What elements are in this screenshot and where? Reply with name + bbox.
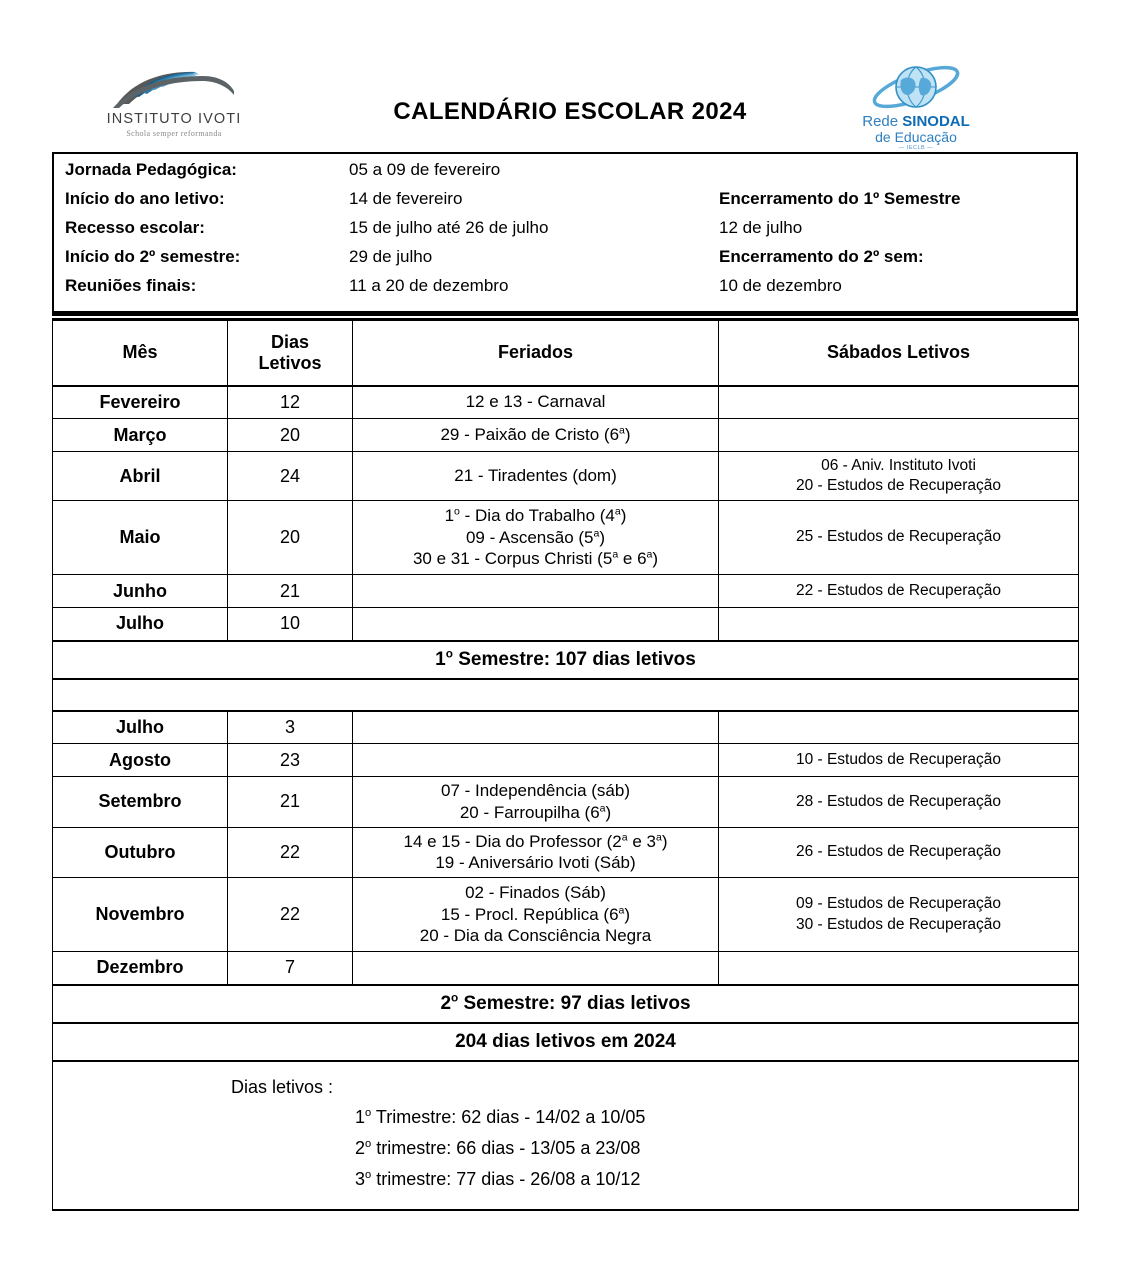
rede-sinodal-rule: — IECLB — xyxy=(898,145,934,152)
cell-month: Maio xyxy=(53,501,228,575)
column-header-dias-line1: Dias xyxy=(270,332,310,353)
cell-saturdays: 10 - Estudos de Recuperação xyxy=(719,744,1079,777)
cell-month: Julho xyxy=(53,711,228,744)
table-row xyxy=(53,952,1079,985)
cell-month: Setembro xyxy=(53,777,228,828)
cell-holidays: 12 e 13 - Carnaval xyxy=(353,386,719,419)
cell-school-days: 22 xyxy=(228,827,353,878)
cell-saturdays: 09 - Estudos de Recuperação 30 - Estudos de Recuperação xyxy=(719,878,1079,952)
cell-saturdays xyxy=(719,419,1079,452)
cell-school-days: 22 xyxy=(228,878,353,952)
rede-sinodal-subtitle: de Educação xyxy=(875,128,957,145)
cell-month: Outubro xyxy=(53,827,228,878)
cell-month: Julho xyxy=(53,608,228,641)
key-date-label: Jornada Pedagógica: xyxy=(65,160,237,179)
cell-holidays: 1$^o$ - Dia do Trabalho (4$^a$) 09 - Ascensão (5$^a$) 30 e 31 - Corpus Christi (5$^a$ e 6$^a$) xyxy=(353,501,719,575)
cell-saturdays xyxy=(719,608,1079,641)
column-header-sabados: Sábados Letivos xyxy=(719,320,1079,386)
table-body xyxy=(53,386,1079,1211)
cell-school-days: 20 xyxy=(228,501,353,575)
cell-month: Abril xyxy=(53,452,228,501)
table-row xyxy=(53,878,1079,952)
table-row xyxy=(53,452,1079,501)
cell-month: Março xyxy=(53,419,228,452)
cell-holidays xyxy=(353,711,719,744)
key-date-row xyxy=(54,276,1076,305)
cell-school-days: 24 xyxy=(228,452,353,501)
table-row xyxy=(53,1023,1079,1061)
table-row xyxy=(53,641,1079,679)
semester1-total: 1$^o$ Semestre: 107 dias letivos xyxy=(53,641,1079,679)
cell-holidays: 21 - Tiradentes (dom) xyxy=(353,452,719,501)
cell-school-days: 21 xyxy=(228,777,353,828)
document-header xyxy=(0,0,1140,152)
table-header-row xyxy=(53,320,1079,386)
key-date-label-secondary: Encerramento do 1º Semestre xyxy=(719,189,961,208)
cell-holidays xyxy=(353,575,719,608)
cell-month: Novembro xyxy=(53,878,228,952)
notes-item: 2$^o$ trimestre: 66 dias - 13/05 a 23/08 xyxy=(355,1138,641,1159)
year-total: 204 dias letivos em 2024 xyxy=(53,1023,1079,1061)
key-date-value-secondary: 12 de julho xyxy=(719,218,803,237)
cell-school-days: 3 xyxy=(228,711,353,744)
table-row xyxy=(53,777,1079,828)
cell-school-days: 7 xyxy=(228,952,353,985)
page-title: CALENDÁRIO ESCOLAR 2024 xyxy=(393,98,747,125)
key-dates-panel xyxy=(52,152,1078,316)
cell-month: Dezembro xyxy=(53,952,228,985)
rede-sinodal-title-bold: SINODAL xyxy=(902,113,970,130)
cell-month: Fevereiro xyxy=(53,386,228,419)
key-date-label: Início do ano letivo: xyxy=(65,189,225,208)
cell-school-days: 23 xyxy=(228,744,353,777)
table-row xyxy=(53,386,1079,419)
spacer-row xyxy=(53,679,1079,711)
notes-item: 3$^o$ trimestre: 77 dias - 26/08 a 10/12 xyxy=(355,1169,641,1190)
cell-holidays: 14 e 15 - Dia do Professor (2$^a$ e 3$^a$) 19 - Aniversário Ivoti (Sáb) xyxy=(353,827,719,878)
table-row xyxy=(53,419,1079,452)
table-row xyxy=(53,501,1079,575)
cell-saturdays: 06 - Aniv. Instituto Ivoti 20 - Estudos de Recuperação xyxy=(719,452,1079,501)
cell-saturdays: 28 - Estudos de Recuperação xyxy=(719,777,1079,828)
table-row xyxy=(53,711,1079,744)
key-date-label: Recesso escolar: xyxy=(65,218,205,237)
cell-month: Agosto xyxy=(53,744,228,777)
rede-sinodal-logo xyxy=(851,62,981,152)
cell-school-days: 20 xyxy=(228,419,353,452)
notes-heading: Dias letivos : xyxy=(231,1076,334,1097)
cell-saturdays: 22 - Estudos de Recuperação xyxy=(719,575,1079,608)
key-date-label: Reuniões finais: xyxy=(65,276,197,295)
key-date-label-secondary: Encerramento do 2º sem: xyxy=(719,247,924,266)
key-date-value: 05 a 09 de fevereiro xyxy=(349,160,501,179)
key-date-value: 29 de julho xyxy=(349,247,433,266)
table-row xyxy=(53,985,1079,1023)
column-header-mes: Mês xyxy=(53,320,228,386)
spacer-cell xyxy=(53,679,1079,711)
cell-holidays xyxy=(353,952,719,985)
column-header-dias-letivos xyxy=(228,320,353,386)
table-row xyxy=(53,575,1079,608)
cell-school-days: 10 xyxy=(228,608,353,641)
column-header-feriados: Feriados xyxy=(353,320,719,386)
cell-school-days: 12 xyxy=(228,386,353,419)
column-header-dias-line2: Letivos xyxy=(258,352,322,373)
cell-holidays: 02 - Finados (Sáb) 15 - Procl. República (6$^a$) 20 - Dia da Consciência Negra xyxy=(353,878,719,952)
key-date-value: 11 a 20 de dezembro xyxy=(349,276,509,295)
cell-saturdays xyxy=(719,952,1079,985)
table-row xyxy=(53,1061,1079,1211)
key-date-row xyxy=(54,247,1076,276)
cell-holidays: 07 - Independência (sáb) 20 - Farroupilha (6$^a$) xyxy=(353,777,719,828)
cell-saturdays: 25 - Estudos de Recuperação xyxy=(719,501,1079,575)
cell-saturdays xyxy=(719,386,1079,419)
rede-sinodal-title-light: Rede xyxy=(862,113,903,130)
key-date-value-secondary: 10 de dezembro xyxy=(719,276,842,295)
key-date-row xyxy=(54,218,1076,247)
rede-sinodal-title xyxy=(851,114,981,130)
key-date-value: 15 de julho até 26 de julho xyxy=(349,218,549,237)
cell-holidays: 29 - Paixão de Cristo (6$^a$) xyxy=(353,419,719,452)
key-date-row xyxy=(54,160,1076,189)
globe-icon xyxy=(851,62,981,114)
cell-holidays xyxy=(353,608,719,641)
key-date-row xyxy=(54,189,1076,218)
school-calendar-table xyxy=(52,318,1079,1211)
cell-month: Junho xyxy=(53,575,228,608)
key-date-value: 14 de fevereiro xyxy=(349,189,463,208)
instituto-ivoti-name: INSTITUTO IVOTI xyxy=(106,111,242,127)
instituto-ivoti-tagline: Schola semper reformanda xyxy=(126,129,222,138)
school-days-notes xyxy=(53,1061,1079,1211)
table-row xyxy=(53,827,1079,878)
table-row xyxy=(53,608,1079,641)
semester2-total: 2$^o$ Semestre: 97 dias letivos xyxy=(53,985,1079,1023)
cell-holidays xyxy=(353,744,719,777)
key-date-label: Início do 2º semestre: xyxy=(65,247,241,266)
cell-school-days: 21 xyxy=(228,575,353,608)
cell-saturdays: 26 - Estudos de Recuperação xyxy=(719,827,1079,878)
table-row xyxy=(53,744,1079,777)
cell-saturdays xyxy=(719,711,1079,744)
notes-item: 1$^o$ Trimestre: 62 dias - 14/02 a 10/05 xyxy=(355,1107,646,1128)
